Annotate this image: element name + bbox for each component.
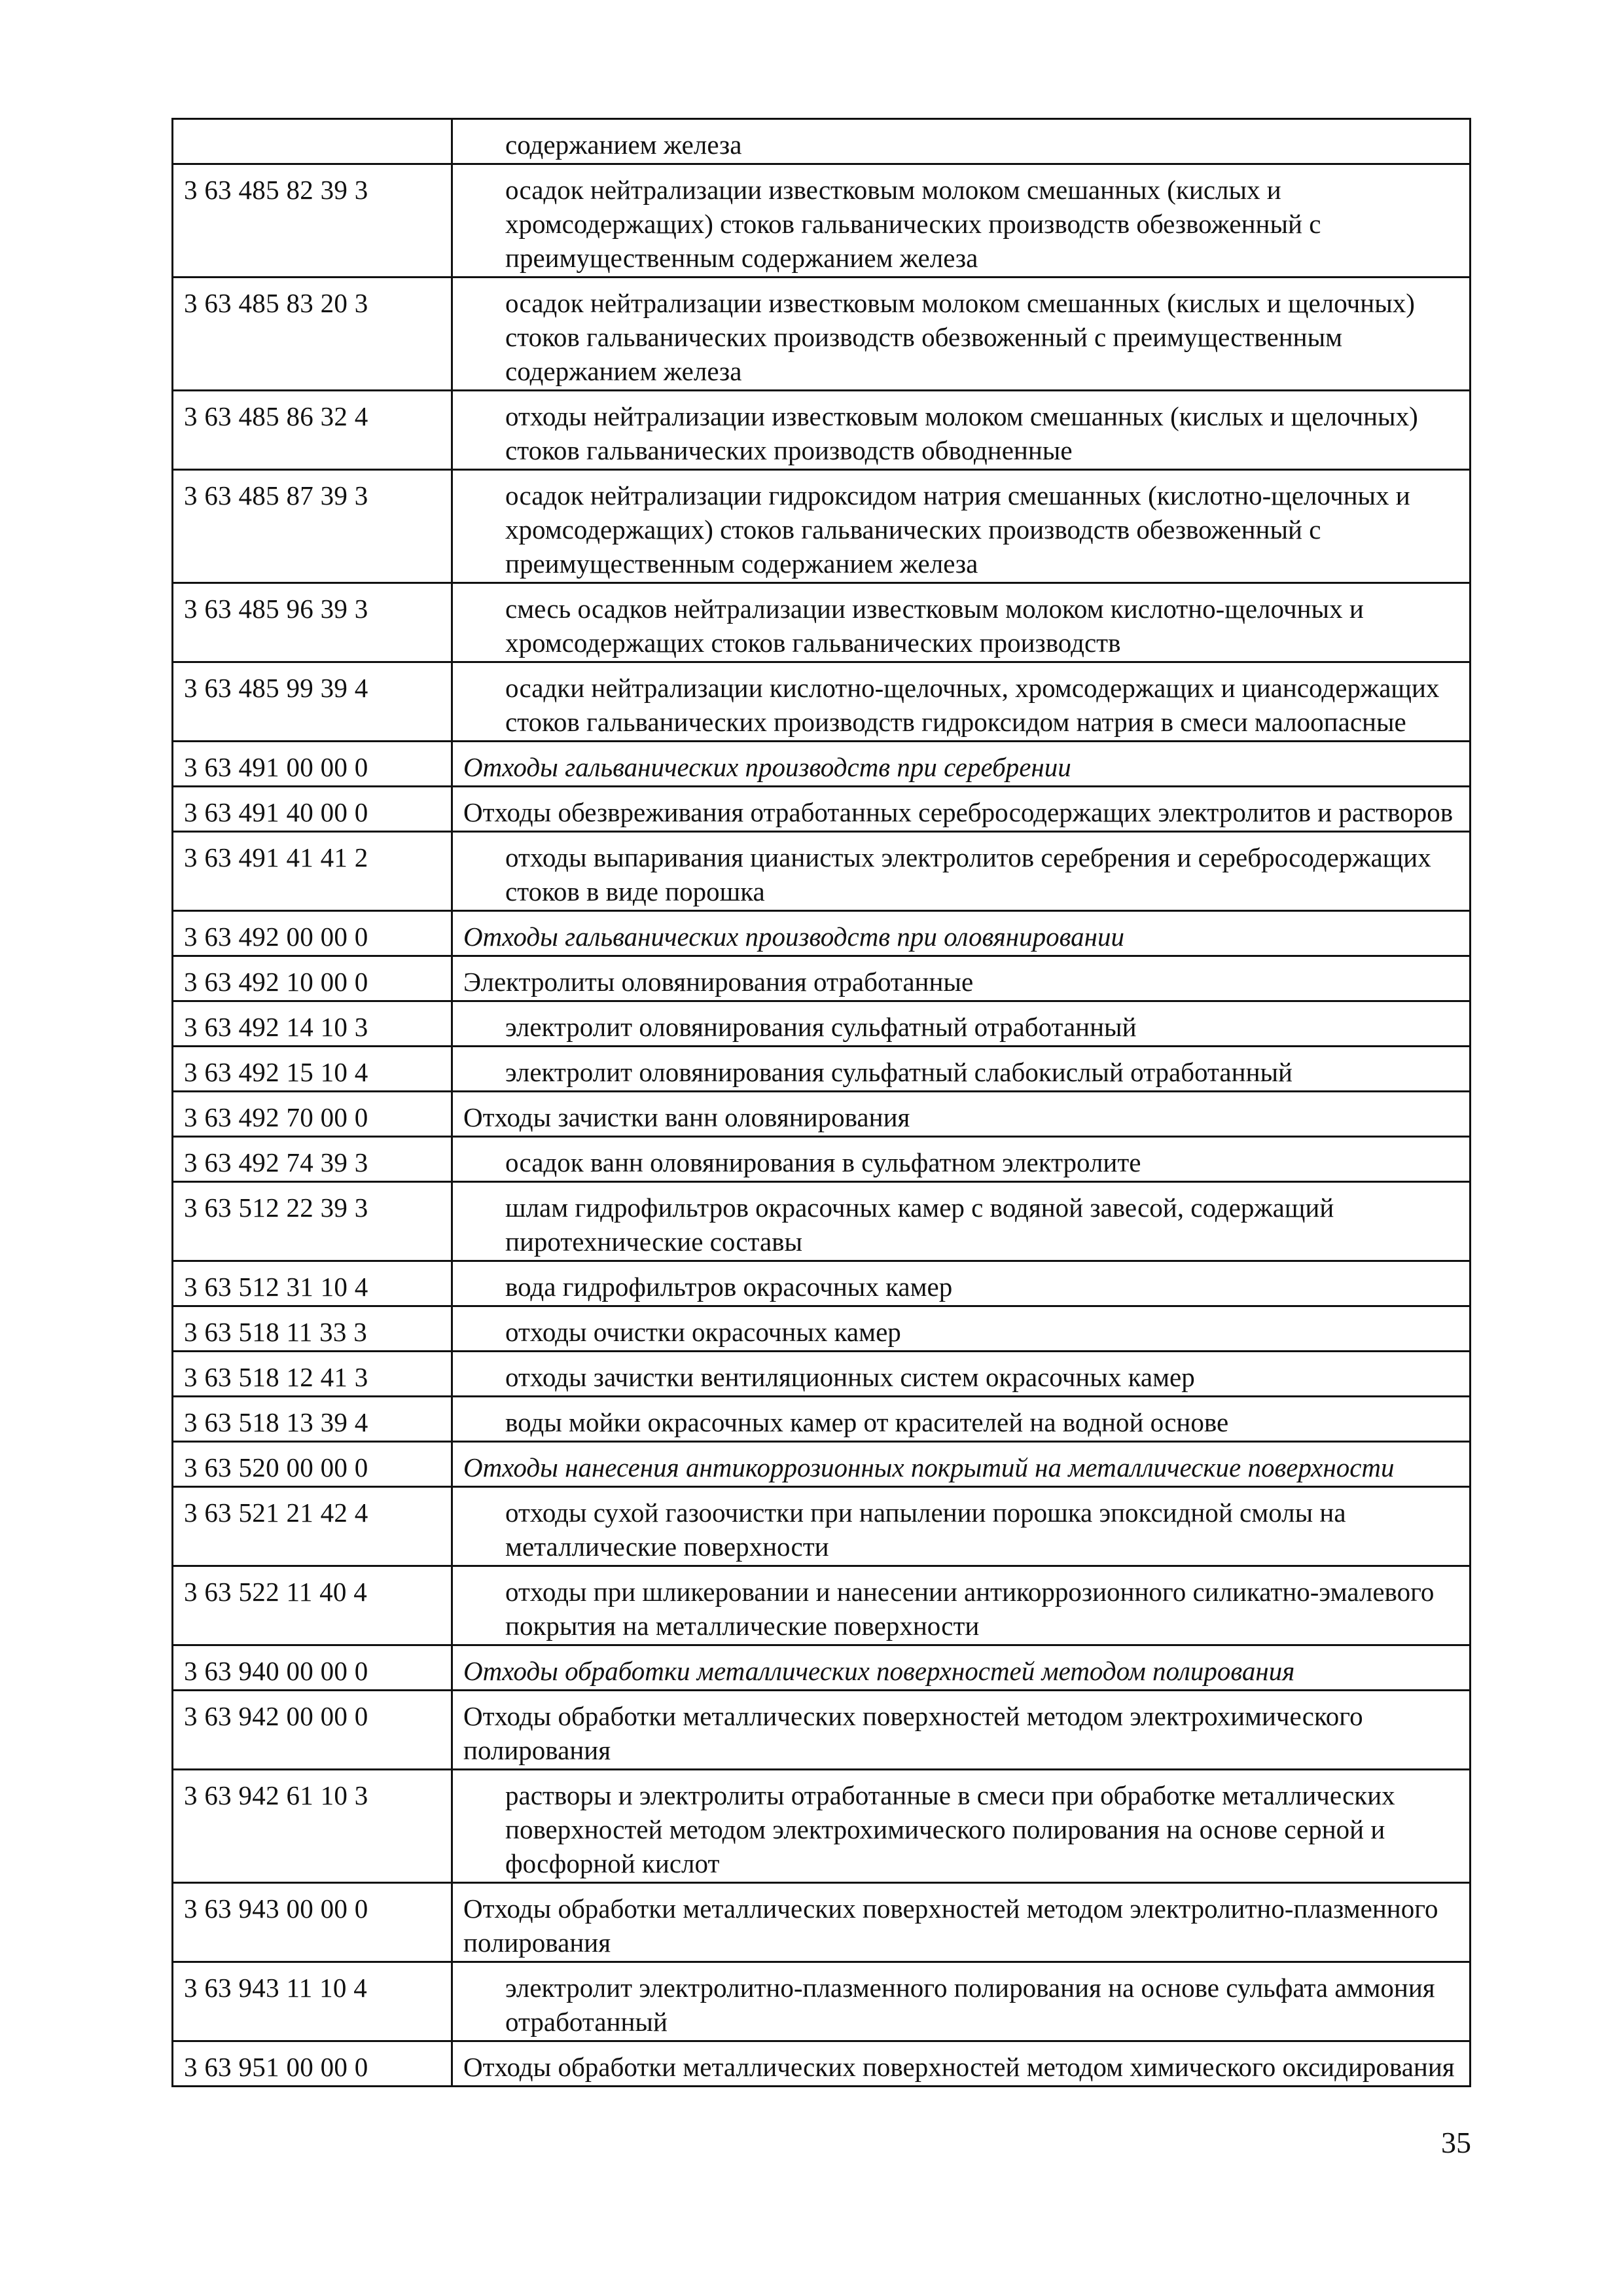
waste-name-cell: Отходы обработки металлических поверхностей методом полирования [452, 1645, 1471, 1691]
waste-name-cell: Отходы обработки металлических поверхностей методом электрохимического полирования [452, 1691, 1471, 1770]
waste-name-cell: осадок нейтрализации известковым молоком смешанных (кислых и щелочных) стоков гальванических производств обезвоженный с преимущественным содержанием железа [452, 278, 1471, 391]
table-row [173, 911, 1471, 956]
waste-code-cell: 3 63 942 61 10 3 [173, 1770, 452, 1883]
table-row [173, 1047, 1471, 1092]
waste-code-cell [173, 119, 452, 164]
table-row [173, 1487, 1471, 1566]
waste-name-cell: осадки нейтрализации кислотно-щелочных, хромсодержащих и циансодержащих стоков гальванических производств гидроксидом натрия в смеси малоопасные [452, 662, 1471, 742]
waste-code-cell: 3 63 518 13 39 4 [173, 1397, 452, 1442]
table-row [173, 1645, 1471, 1691]
waste-code-cell: 3 63 512 31 10 4 [173, 1261, 452, 1306]
waste-name-cell: осадок ванн оловянирования в сульфатном электролите [452, 1137, 1471, 1182]
waste-name-cell: растворы и электролиты отработанные в смеси при обработке металлических поверхностей методом электрохимического полирования на основе серной и фосфорной кислот [452, 1770, 1471, 1883]
waste-name-cell: Отходы зачистки ванн оловянирования [452, 1092, 1471, 1137]
table-row [173, 1691, 1471, 1770]
waste-name-cell: Отходы нанесения антикоррозионных покрытий на металлические поверхности [452, 1442, 1471, 1487]
waste-name-cell: Отходы гальванических производств при серебрении [452, 742, 1471, 787]
waste-name-cell: содержанием железа [452, 119, 1471, 164]
table-row [173, 1001, 1471, 1047]
table-row [173, 956, 1471, 1001]
waste-code-cell: 3 63 492 00 00 0 [173, 911, 452, 956]
table-row [173, 1962, 1471, 2041]
table-row [173, 787, 1471, 832]
waste-code-cell: 3 63 485 86 32 4 [173, 391, 452, 470]
table-row [173, 2041, 1471, 2087]
waste-code-cell: 3 63 491 00 00 0 [173, 742, 452, 787]
table-row [173, 1261, 1471, 1306]
waste-code-cell: 3 63 491 40 00 0 [173, 787, 452, 832]
waste-code-cell: 3 63 491 41 41 2 [173, 832, 452, 911]
waste-code-table [171, 118, 1471, 2087]
waste-name-cell: отходы сухой газоочистки при напылении порошка эпоксидной смолы на металлические поверхности [452, 1487, 1471, 1566]
waste-name-cell: отходы зачистки вентиляционных систем окрасочных камер [452, 1352, 1471, 1397]
table-row [173, 1092, 1471, 1137]
table-row [173, 1306, 1471, 1352]
table-row [173, 1137, 1471, 1182]
waste-code-table-body [173, 119, 1471, 2087]
waste-name-cell: электролит оловянирования сульфатный отработанный [452, 1001, 1471, 1047]
waste-name-cell: отходы очистки окрасочных камер [452, 1306, 1471, 1352]
waste-code-cell: 3 63 940 00 00 0 [173, 1645, 452, 1691]
table-row [173, 1442, 1471, 1487]
waste-name-cell: смесь осадков нейтрализации известковым молоком кислотно-щелочных и хромсодержащих стоков гальванических производств [452, 583, 1471, 662]
waste-code-cell: 3 63 942 00 00 0 [173, 1691, 452, 1770]
waste-name-cell: вода гидрофильтров окрасочных камер [452, 1261, 1471, 1306]
waste-code-cell: 3 63 943 00 00 0 [173, 1883, 452, 1962]
table-row [173, 1182, 1471, 1261]
waste-code-cell: 3 63 492 74 39 3 [173, 1137, 452, 1182]
table-row [173, 662, 1471, 742]
table-row [173, 1397, 1471, 1442]
table-row [173, 583, 1471, 662]
waste-code-cell: 3 63 512 22 39 3 [173, 1182, 452, 1261]
waste-code-cell: 3 63 492 15 10 4 [173, 1047, 452, 1092]
waste-code-cell: 3 63 485 83 20 3 [173, 278, 452, 391]
table-row [173, 119, 1471, 164]
waste-name-cell: Отходы обработки металлических поверхностей методом электролитно-плазменного полирования [452, 1883, 1471, 1962]
waste-name-cell: отходы выпаривания цианистых электролитов серебрения и серебросодержащих стоков в виде порошка [452, 832, 1471, 911]
waste-code-cell: 3 63 520 00 00 0 [173, 1442, 452, 1487]
waste-name-cell: воды мойки окрасочных камер от красителей на водной основе [452, 1397, 1471, 1442]
waste-name-cell: электролит оловянирования сульфатный слабокислый отработанный [452, 1047, 1471, 1092]
page-number: 35 [1441, 2126, 1471, 2159]
waste-code-cell: 3 63 521 21 42 4 [173, 1487, 452, 1566]
waste-code-cell: 3 63 518 12 41 3 [173, 1352, 452, 1397]
table-row [173, 470, 1471, 583]
waste-name-cell: Отходы обработки металлических поверхностей методом химического оксидирования [452, 2041, 1471, 2087]
waste-name-cell: Отходы гальванических производств при оловянировании [452, 911, 1471, 956]
waste-name-cell: осадок нейтрализации гидроксидом натрия смешанных (кислотно-щелочных и хромсодержащих) стоков гальванических производств обезвоженный с преимущественным содержанием железа [452, 470, 1471, 583]
waste-code-cell: 3 63 522 11 40 4 [173, 1566, 452, 1645]
table-row [173, 832, 1471, 911]
waste-code-cell: 3 63 492 14 10 3 [173, 1001, 452, 1047]
table-row [173, 1883, 1471, 1962]
waste-name-cell: осадок нейтрализации известковым молоком смешанных (кислых и хромсодержащих) стоков гальванических производств обезвоженный с преимущественным содержанием железа [452, 164, 1471, 278]
waste-code-cell: 3 63 485 87 39 3 [173, 470, 452, 583]
waste-name-cell: шлам гидрофильтров окрасочных камер с водяной завесой, содержащий пиротехнические составы [452, 1182, 1471, 1261]
waste-name-cell: отходы нейтрализации известковым молоком смешанных (кислых и щелочных) стоков гальванических производств обводненные [452, 391, 1471, 470]
waste-code-cell: 3 63 951 00 00 0 [173, 2041, 452, 2087]
table-row [173, 1566, 1471, 1645]
table-row [173, 742, 1471, 787]
table-row [173, 278, 1471, 391]
waste-code-cell: 3 63 492 70 00 0 [173, 1092, 452, 1137]
table-row [173, 1770, 1471, 1883]
waste-name-cell: Отходы обезвреживания отработанных серебросодержащих электролитов и растворов [452, 787, 1471, 832]
waste-code-cell: 3 63 943 11 10 4 [173, 1962, 452, 2041]
table-row [173, 1352, 1471, 1397]
waste-name-cell: Электролиты оловянирования отработанные [452, 956, 1471, 1001]
waste-name-cell: электролит электролитно-плазменного полирования на основе сульфата аммония отработанный [452, 1962, 1471, 2041]
waste-code-cell: 3 63 485 99 39 4 [173, 662, 452, 742]
waste-code-cell: 3 63 492 10 00 0 [173, 956, 452, 1001]
table-row [173, 164, 1471, 278]
waste-code-cell: 3 63 485 82 39 3 [173, 164, 452, 278]
waste-code-cell: 3 63 485 96 39 3 [173, 583, 452, 662]
waste-name-cell: отходы при шликеровании и нанесении антикоррозионного силикатно-эмалевого покрытия на металлические поверхности [452, 1566, 1471, 1645]
waste-code-cell: 3 63 518 11 33 3 [173, 1306, 452, 1352]
table-row [173, 391, 1471, 470]
